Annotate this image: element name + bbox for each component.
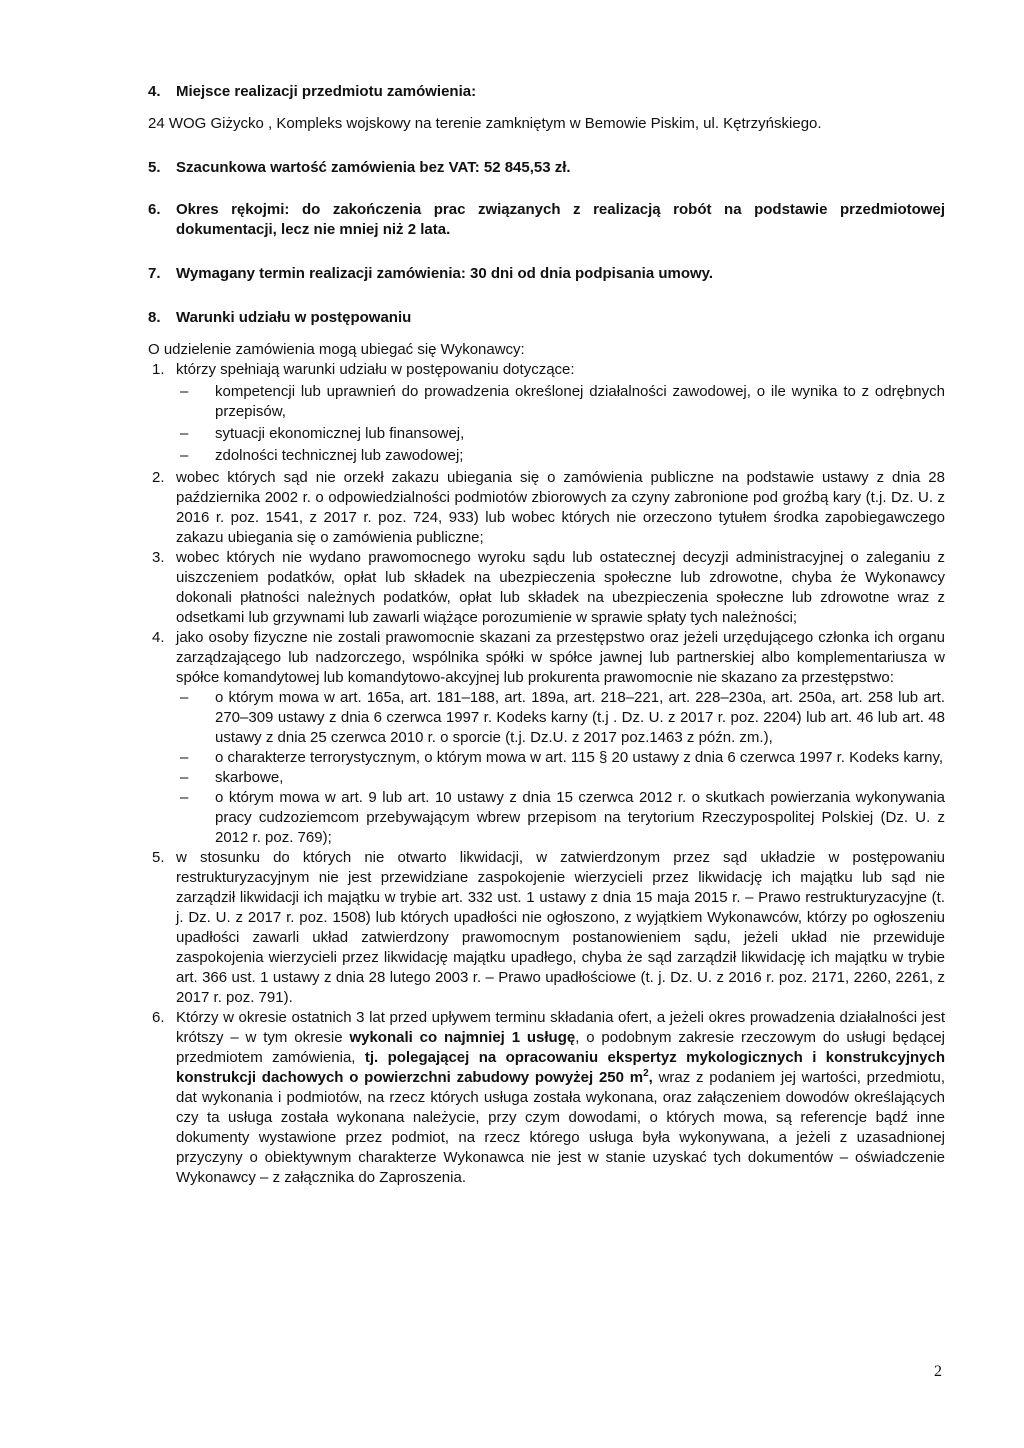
dash-bullet: – — [180, 425, 189, 442]
item-number: 4. — [152, 629, 165, 646]
sub-item-text: zdolności technicznej lub zawodowej; — [215, 447, 464, 464]
section-5-heading — [148, 158, 945, 178]
bold-run: wykonali co najmniej 1 usługę — [349, 1029, 576, 1046]
sub-item-text: o charakterze terrorystycznym, o którym mowa w art. 115 § 20 ustawy z dnia 6 czerwca 1997 r. Kodeks karny, — [215, 749, 944, 766]
section-7-heading — [148, 264, 945, 284]
dash-bullet: – — [180, 769, 189, 786]
text-run: wraz z podaniem jej wartości, przedmiotu, dat wykonania i podmiotów, na rzecz których usługa została wykonana, oraz załączeniem dowodów określających czy ta usługa została wykonana należycie, przy czym dowodami, o których mowa, są referencje bądź inne dokumenty wystawione przez podmiot, na rzecz którego usługa była wykonywana, a jeżeli z uzasadnionej przyczyny o obiektywnym charakterze Wykonawca nie jest w stanie uzyskać tych dokumentów – oświadczenie Wykonawcy – z załącznika do Zaproszenia. — [176, 1069, 945, 1186]
section-number: 6. — [148, 201, 161, 218]
sub-item-text: skarbowe, — [215, 769, 284, 786]
item-number: 6. — [152, 1009, 165, 1026]
conditions-list — [148, 360, 945, 1188]
item-number: 2. — [152, 469, 165, 486]
page-content — [148, 82, 945, 1188]
bold-run: , — [648, 1069, 653, 1086]
item-text: jako osoby fizyczne nie zostali prawomocnie skazani za przestępstwo oraz jeżeli urzędującego członka ich organu zarządzającego lub nadzorczego, wspólnika spółki w spółce jawnej lub partnerskiej albo komplementariusza w spółce komandytowej lub komandytowo-akcyjnej lub prokurenta prawomocnie nie skazano za przestępstwo: — [176, 629, 945, 686]
sub-item — [176, 748, 945, 768]
dash-bullet: – — [180, 749, 189, 766]
sub-item — [176, 788, 945, 848]
bold-run: tj. polegającej na opracowaniu ekspertyz mykologicznych i konstrukcyjnych konstrukcji dachowych o powierzchni zabudowy powyżej 250 m — [176, 1049, 945, 1086]
section-number: 8. — [148, 309, 161, 326]
section-title: Szacunkowa wartość zamówienia bez VAT: 52 845,53 zł. — [176, 159, 571, 176]
section-title: Warunki udziału w postępowaniu — [176, 309, 412, 326]
item-text: wobec których sąd nie orzekł zakazu ubiegania się o zamówienia publiczne na podstawie ustawy z dnia 28 października 2002 r. o odpowiedzialności podmiotów zbiorowych za czyny zabronione pod groźbą kary (t.j. Dz. U. z 2016 r. poz. 1541, z 2017 r. poz. 724, 933) lub wobec których nie orzeczono tytułem środka zapobiegawczego zakazu ubiegania się o zamówienia publiczne; — [176, 469, 945, 546]
list-item — [148, 1008, 945, 1188]
sub-item — [176, 424, 945, 444]
item-text — [176, 1008, 945, 1188]
list-item — [148, 360, 945, 466]
page-number: 2 — [934, 1363, 942, 1380]
section-4-heading — [148, 82, 945, 102]
dash-bullet: – — [180, 447, 189, 464]
sub-item — [176, 768, 945, 788]
sub-list — [176, 382, 945, 466]
dash-bullet: – — [180, 689, 189, 706]
section-title: Wymagany termin realizacji zamówienia: 30 dni od dnia podpisania umowy. — [176, 265, 714, 282]
item-number: 5. — [152, 849, 165, 866]
sub-item — [176, 382, 945, 422]
text-run: , o podobnym zakresie rzeczowym do usługi będącej przedmiotem zamówienia, — [176, 1029, 945, 1066]
sub-list — [176, 688, 945, 848]
list-item — [148, 628, 945, 848]
list-item — [148, 848, 945, 1008]
item-number: 1. — [152, 361, 165, 378]
item-number: 3. — [152, 549, 165, 566]
sub-item — [176, 688, 945, 748]
text-run: Którzy w okresie ostatnich 3 lat przed upływem terminu składania ofert, a jeżeli okres prowadzenia działalności jest krótszy – w tym okresie — [176, 1009, 945, 1046]
sub-item — [176, 446, 945, 466]
superscript: 2 — [643, 1068, 649, 1079]
section-number: 7. — [148, 265, 161, 282]
item-text: w stosunku do których nie otwarto likwidacji, w zatwierdzonym przez sąd układzie w postępowaniu restrukturyzacyjnym nie jest przewidziane zaspokojenie wierzycieli przez likwidację ich majątku lub sąd nie zarządził likwidacji ich majątku w trybie art. 332 ust. 1 ustawy z dnia 15 maja 2015 r. – Prawo restrukturyzacyjne (t. j. Dz. U. z 2017 r. poz. 1508) lub których upadłości nie ogłoszono, z wyjątkiem Wykonawców, którzy po ogłoszeniu upadłości zawarli układ zatwierdzony prawomocnym postanowieniem sądu, jeżeli układ nie przewiduje zaspokojenia wierzycieli przez likwidację majątku upadłego, chyba że sąd zarządził likwidację ich majątku w trybie art. 366 ust. 1 ustawy z dnia 28 lutego 2003 r. – Prawo upadłościowe (t. j. Dz. U. z 2016 r. poz. 2171, 2260, 2261, z 2017 r. poz. 791). — [176, 849, 945, 1006]
section-8-intro: O udzielenie zamówienia mogą ubiegać się Wykonawcy: — [148, 341, 525, 358]
section-4-body: 24 WOG Giżycko , Kompleks wojskowy na terenie zamkniętym w Bemowie Piskim, ul. Kętrzyńskiego. — [148, 115, 822, 132]
section-6-heading — [148, 200, 945, 240]
section-title: Okres rękojmi: do zakończenia prac związanych z realizacją robót na podstawie przedmiotowej dokumentacji, lecz nie mniej niż 2 lata. — [176, 201, 945, 238]
sub-item-text: kompetencji lub uprawnień do prowadzenia określonej działalności zawodowej, o ile wynika to z odrębnych przepisów, — [215, 383, 945, 420]
sub-item-text: o którym mowa w art. 165a, art. 181–188, art. 189a, art. 218–221, art. 228–230a, art. 250a, art. 258 lub art. 270–309 ustawy z dnia 6 czerwca 1997 r. Kodeks karny (t.j . Dz. U. z 2017 r. poz. 2204) lub art. 46 lub art. 48 ustawy z dnia 25 czerwca 2010 r. o sporcie (t.j. Dz.U. z 2017 poz.1463 z późn. zm.), — [215, 689, 945, 746]
item-text: którzy spełniają warunki udziału w postępowaniu dotyczące: — [176, 361, 575, 378]
section-title: Miejsce realizacji przedmiotu zamówienia: — [176, 83, 477, 100]
section-number: 4. — [148, 83, 161, 100]
section-number: 5. — [148, 159, 161, 176]
sub-item-text: sytuacji ekonomicznej lub finansowej, — [215, 425, 465, 442]
sub-item-text: o którym mowa w art. 9 lub art. 10 ustawy z dnia 15 czerwca 2012 r. o skutkach powierzania wykonywania pracy cudzoziemcom przebywającym wbrew przepisom na terytorium Rzeczypospolitej Polskiej (Dz. U. z 2012 r. poz. 769); — [215, 789, 945, 846]
list-item — [148, 548, 945, 628]
item-text: wobec których nie wydano prawomocnego wyroku sądu lub ostatecznej decyzji administracyjnej o zaleganiu z uiszczeniem podatków, opłat lub składek na ubezpieczenia społeczne lub zdrowotne, chyba że Wykonawcy dokonali płatności należnych podatków, opłat lub składek na ubezpieczenia społeczne lub zdrowotne wraz z odsetkami lub grzywnami lub zawarli wiążące porozumienie w sprawie spłaty tych należności; — [176, 549, 945, 626]
list-item — [148, 468, 945, 548]
dash-bullet: – — [180, 789, 189, 806]
dash-bullet: – — [180, 383, 189, 400]
section-8-heading — [148, 308, 945, 328]
